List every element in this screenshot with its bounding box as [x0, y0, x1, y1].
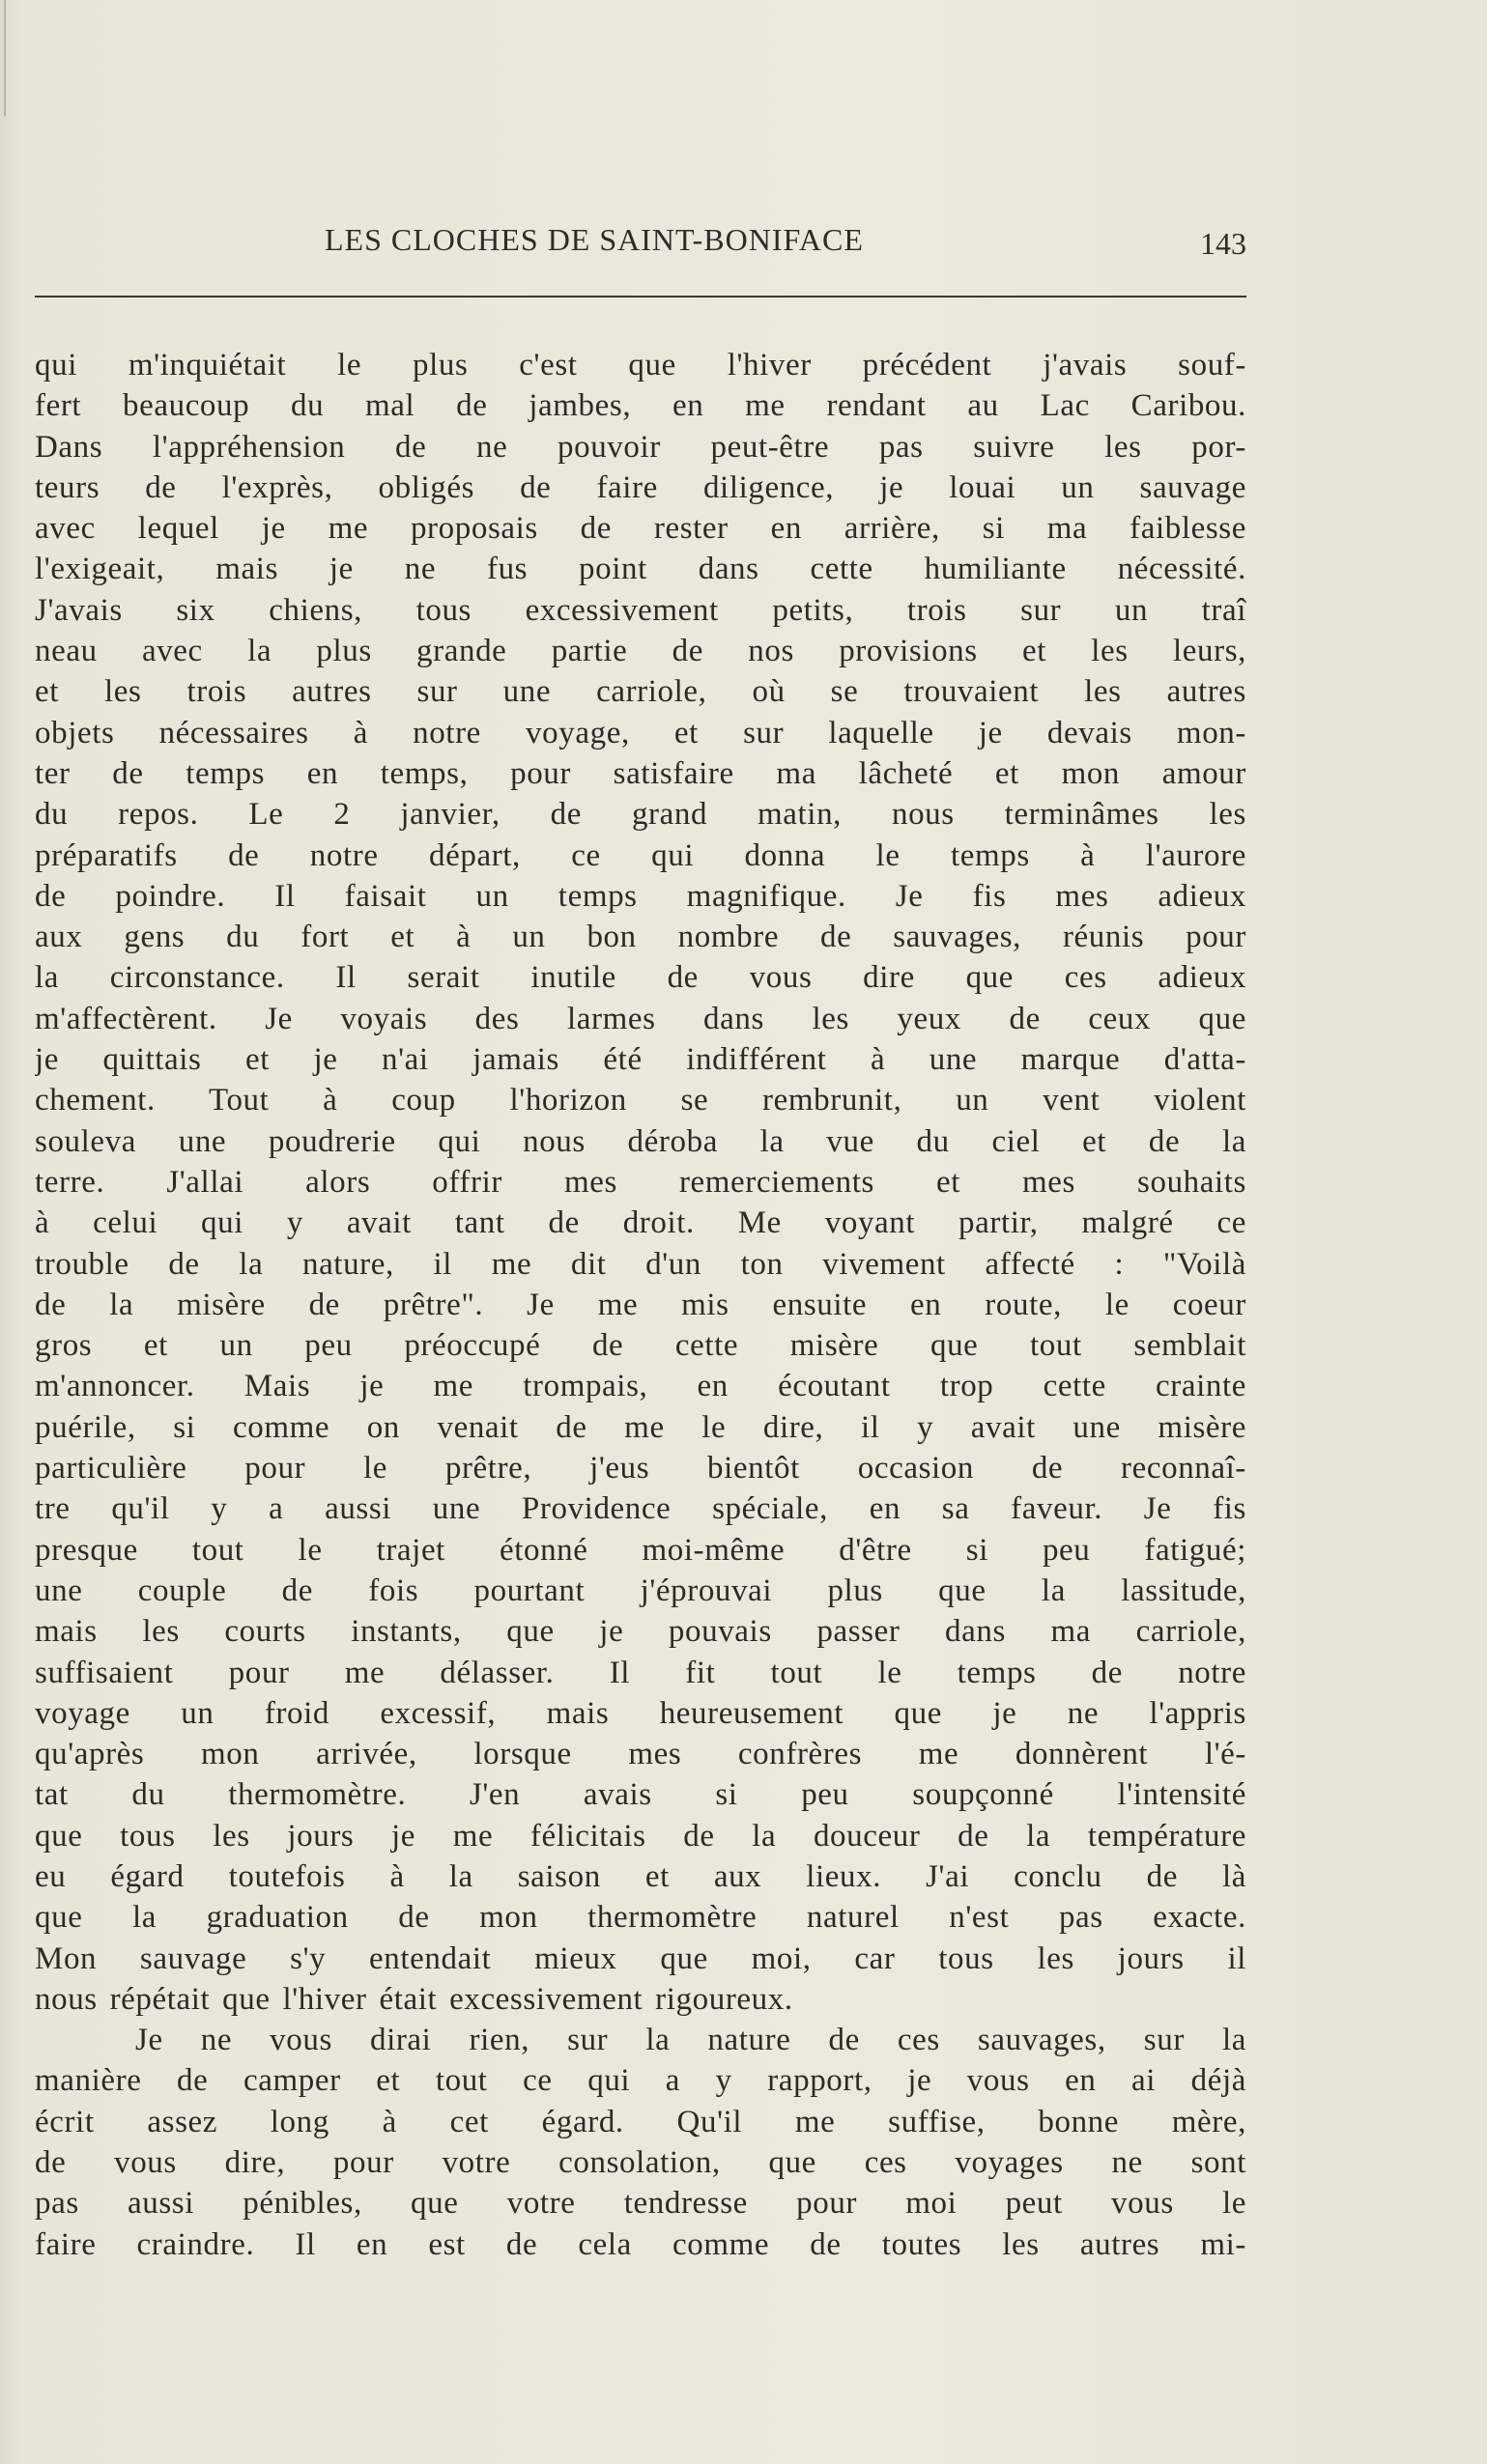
text-line: aux gens du fort et à un bon nombre de sauvages, réunis pour [35, 920, 1246, 955]
text-line: tat du thermomètre. J'en avais si peu soupçonné l'intensité [35, 1777, 1246, 1813]
text-line: du repos. Le 2 janvier, de grand matin, nous terminâmes les [35, 797, 1246, 833]
text-line: que tous les jours je me félicitais de la douceur de la température [35, 1818, 1246, 1854]
text-line: Dans l'appréhension de ne pouvoir peut-être pas suivre les por- [35, 429, 1246, 465]
text-line: la circonstance. Il serait inutile de vous dire que ces adieux [35, 960, 1246, 996]
text-line: fert beaucoup du mal de jambes, en me rendant au Lac Caribou. [35, 388, 1246, 424]
text-line: neau avec la plus grande partie de nos provisions et les leurs, [35, 634, 1246, 669]
text-line: eu égard toutefois à la saison et aux lieux. J'ai conclu de là [35, 1858, 1246, 1894]
page-number: 143 [1200, 226, 1246, 261]
text-line: de la misère de prêtre". Je me mis ensuite en route, le coeur [35, 1287, 1246, 1322]
header-rule [35, 296, 1246, 297]
text-line: faire craindre. Il en est de cela comme de toutes les autres mi- [35, 2226, 1246, 2262]
text-line: nous répétait que l'hiver était excessivement rigoureux. [35, 1981, 793, 2017]
text-line: voyage un froid excessif, mais heureusement que je ne l'appris [35, 1695, 1246, 1731]
text-line: Je ne vous dirai rien, sur la nature de ces sauvages, sur la [135, 2023, 1246, 2058]
text-line: suffisaient pour me délasser. Il fit tout le temps de notre [35, 1655, 1246, 1690]
text-line: écrit assez long à cet égard. Qu'il me suffise, bonne mère, [35, 2104, 1246, 2139]
text-line: de poindre. Il faisait un temps magnifique. Je fis mes adieux [35, 878, 1246, 914]
text-line: qu'après mon arrivée, lorsque mes confrères me donnèrent l'é- [35, 1737, 1246, 1772]
text-line: chement. Tout à coup l'horizon se rembrunit, un vent violent [35, 1083, 1246, 1119]
text-line: qui m'inquiétait le plus c'est que l'hiver précédent j'avais souf- [35, 348, 1246, 382]
text-line: objets nécessaires à notre voyage, et sur laquelle je devais mon- [35, 715, 1246, 751]
text-line: à celui qui y avait tant de droit. Me voyant partir, malgré ce [35, 1205, 1246, 1241]
body-text [35, 345, 1246, 2265]
text-line: je quittais et je n'ai jamais été indifférent à une marque d'atta- [35, 1042, 1246, 1078]
text-line: avec lequel je me proposais de rester en arrière, si ma faiblesse [35, 511, 1246, 547]
text-line: Mon sauvage s'y entendait mieux que moi, car tous les jours il [35, 1940, 1246, 1976]
text-line: manière de camper et tout ce qui a y rapport, je vous en ai déjà [35, 2063, 1246, 2099]
text-line: et les trois autres sur une carriole, où se trouvaient les autres [35, 674, 1246, 710]
text-line: trouble de la nature, il me dit d'un ton vivement affecté : "Voilà [35, 1246, 1246, 1282]
text-line: teurs de l'exprès, obligés de faire diligence, je louai un sauvage [35, 469, 1246, 505]
text-line: que la graduation de mon thermomètre naturel n'est pas exacte. [35, 1900, 1246, 1936]
text-line: préparatifs de notre départ, ce qui donna le temps à l'aurore [35, 837, 1246, 873]
text-line: gros et un peu préoccupé de cette misère que tout semblait [35, 1328, 1246, 1364]
text-line: souleva une poudrerie qui nous déroba la vue du ciel et de la [35, 1123, 1246, 1159]
text-line: ter de temps en temps, pour satisfaire ma lâcheté et mon amour [35, 755, 1246, 791]
running-title: LES CLOCHES DE SAINT-BONIFACE [325, 222, 864, 257]
text-line: une couple de fois pourtant j'éprouvai plus que la lassitude, [35, 1572, 1246, 1608]
text-line: tre qu'il y a aussi une Providence spéciale, en sa faveur. Je fis [35, 1491, 1246, 1527]
text-line: l'exigeait, mais je ne fus point dans cette humiliante nécessité. [35, 552, 1246, 587]
page-edge-shadow [4, 0, 6, 116]
text-line: m'annoncer. Mais je me trompais, en écoutant trop cette crainte [35, 1369, 1246, 1404]
text-line: particulière pour le prêtre, j'eus bientôt occasion de reconnaî- [35, 1451, 1246, 1487]
text-line: mais les courts instants, que je pouvais passer dans ma carriole, [35, 1614, 1246, 1650]
text-line: puérile, si comme on venait de me le dire, il y avait une misère [35, 1409, 1246, 1445]
text-line: m'affectèrent. Je voyais des larmes dans les yeux de ceux que [35, 1001, 1246, 1036]
page-header [35, 218, 1246, 267]
text-line: terre. J'allai alors offrir mes remerciements et mes souhaits [35, 1164, 1246, 1200]
text-line: presque tout le trajet étonné moi-même d'être si peu fatigué; [35, 1532, 1246, 1568]
text-line: pas aussi pénibles, que votre tendresse pour moi peut vous le [35, 2186, 1246, 2222]
text-line: de vous dire, pour votre consolation, que ces voyages ne sont [35, 2145, 1246, 2181]
text-line: J'avais six chiens, tous excessivement petits, trois sur un traî [35, 592, 1246, 628]
